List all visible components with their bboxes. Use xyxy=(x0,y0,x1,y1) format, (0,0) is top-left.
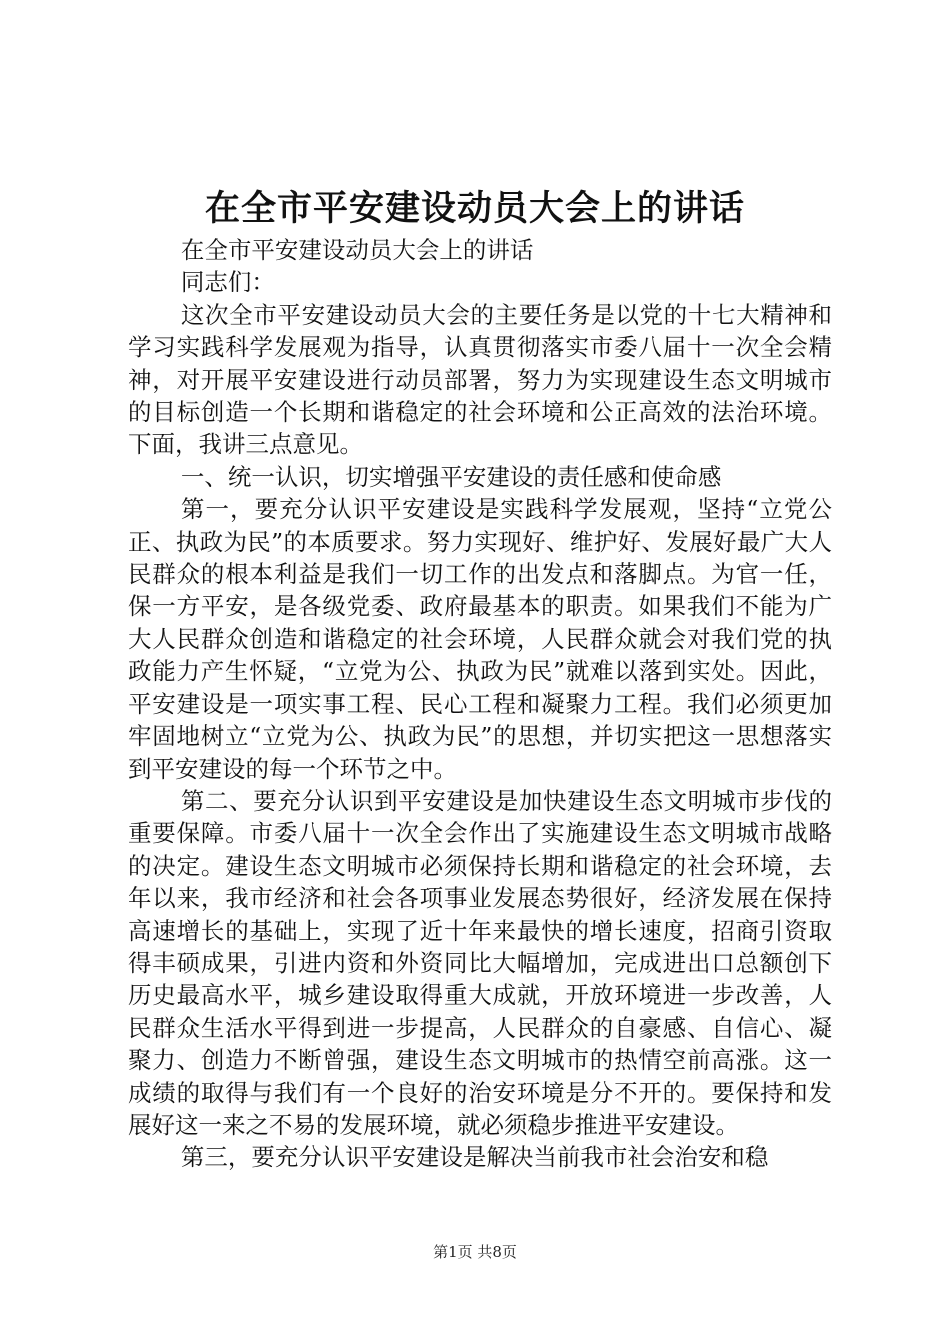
paragraph-point-3: 第三，要充分认识平安建设是解决当前我市社会治安和稳 xyxy=(180,1143,769,1172)
paragraph-subtitle: 在全市平安建设动员大会上的讲话 xyxy=(180,236,534,264)
page-number-footer: 第1页 共8页 xyxy=(433,1243,517,1261)
document-title: 在全市平安建设动员大会上的讲话 xyxy=(204,188,745,229)
paragraph-point-1: 第一，要充分认识平安建设是实践科学发展观，坚持“立党公正、执政为民”的本质要求。努力实现好、维护好、发展好最广大人民群众的根本利益是我们一切工作的出发点和落脚点。为官一任，保一方平安，是各级党委、政府最基本的职责。如果我们不能为广大人民群众创造和谐稳定的社会环境，人民群众就会对我们党的执政能力产生怀疑，“立党为公、执政为民”就难以落到实处。因此，平安建设是一项实事工程、民心工程和凝聚力工程。我们必须更加牢固地树立“立党为公、执政为民”的思想，并切实把这一思想落实到平安建设的每一个环节之中。 xyxy=(128,495,832,783)
document-body xyxy=(128,234,832,1174)
section-heading-1: 一、统一认识，切实增强平安建设的责任感和使命感 xyxy=(180,462,722,491)
paragraph-intro: 这次全市平安建设动员大会的主要任务是以党的十七大精神和学习实践科学发展观为指导，认真贯彻落实市委八届十一次全会精神，对开展平安建设进行动员部署，努力为实现建设生态文明城市的目标创造一个长期和谐稳定的社会环境和公正高效的法治环境。下面，我讲三点意见。 xyxy=(128,300,832,459)
paragraph-salutation: 同志们： xyxy=(180,268,275,297)
paragraph-point-2: 第二、要充分认识到平安建设是加快建设生态文明城市步伐的重要保障。市委八届十一次全会作出了实施建设生态文明城市战略的决定。建设生态文明城市必须保持长期和谐稳定的社会环境，去年以来，我市经济和社会各项事业发展态势很好，经济发展在保持高速增长的基础上，实现了近十年来最快的增长速度，招商引资取得丰硕成果，引进内资和外资同比大幅增加，完成进出口总额创下历史最高水平，城乡建设取得重大成就，开放环境进一步改善，人民群众生活水平得到进一步提高，人民群众的自豪感、自信心、凝聚力、创造力不断曾强，建设生态文明城市的热情空前高涨。这一成绩的取得与我们有一个良好的治安环境是分不开的。要保持和发展好这一来之不易的发展环境，就必须稳步推进平安建设。 xyxy=(128,786,832,1139)
